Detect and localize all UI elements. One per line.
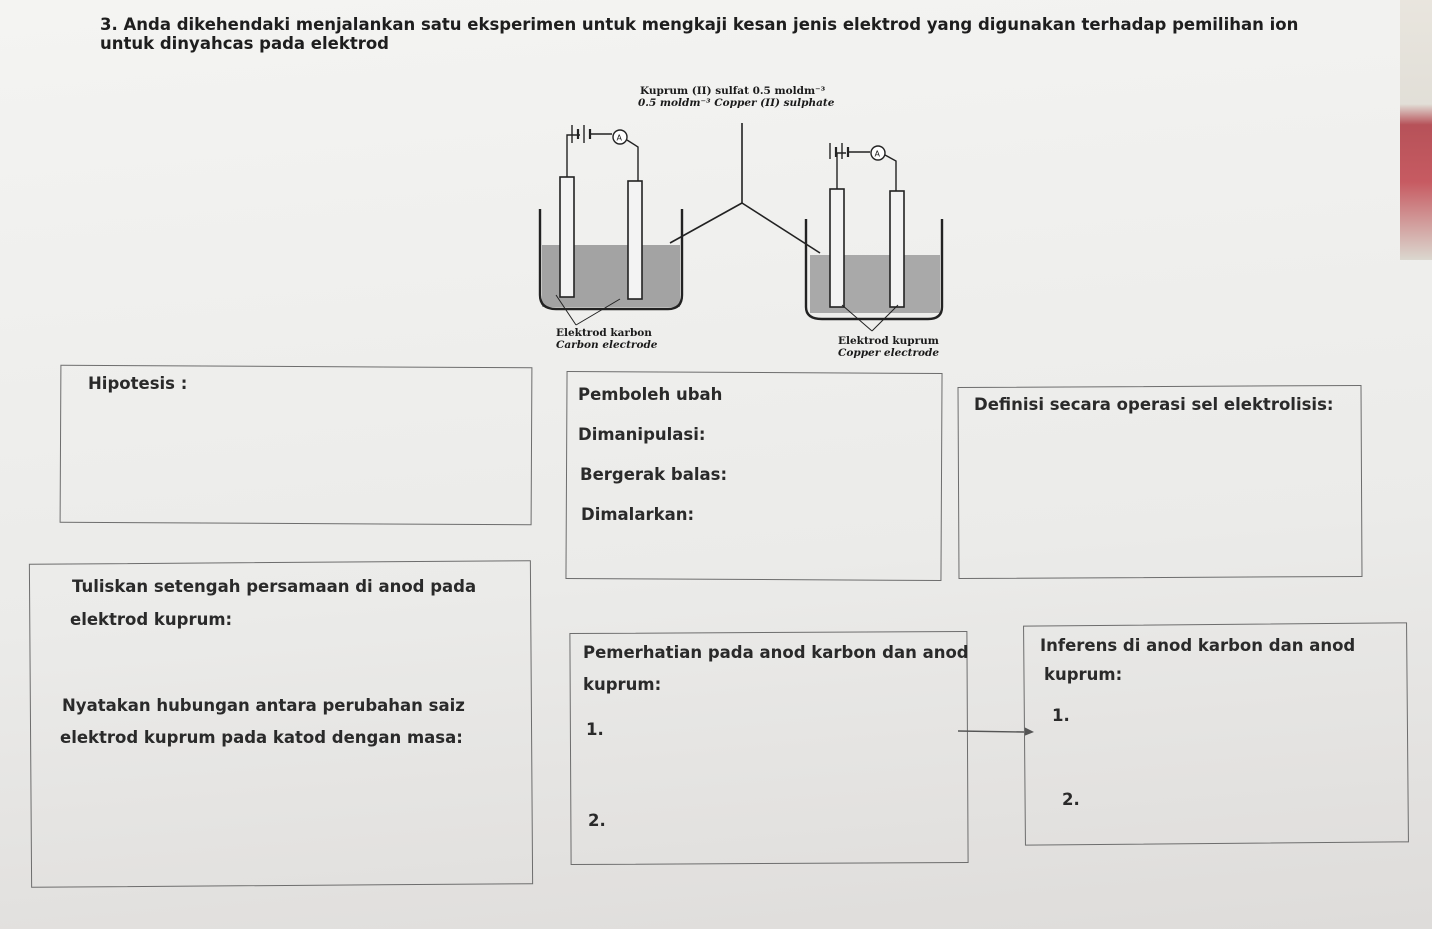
manipulated-variable-label[interactable]: Dimanipulasi: bbox=[578, 425, 706, 444]
observation-box[interactable] bbox=[569, 631, 968, 865]
inference-item-1: 1. bbox=[1052, 706, 1070, 725]
carbon-electrode-label-en: Carbon electrode bbox=[556, 339, 658, 351]
observation-item-1: 1. bbox=[586, 720, 604, 739]
inference-label-1: Inferens di anod karbon dan anod bbox=[1040, 636, 1356, 655]
copper-electrode-label-ms: Elektrod kuprum bbox=[838, 335, 939, 347]
background-fabric bbox=[1400, 0, 1432, 260]
copper-electrode-label-en: Copper electrode bbox=[838, 347, 940, 359]
question-heading bbox=[100, 15, 1298, 53]
relationship-label-2: elektrod kuprum pada katod dengan masa: bbox=[60, 728, 463, 747]
svg-text:A: A bbox=[616, 133, 622, 143]
responding-variable-label[interactable]: Bergerak balas: bbox=[580, 465, 728, 484]
operational-definition-label: Definisi secara operasi sel elektrolisis: bbox=[974, 395, 1334, 414]
carbon-electrode-label-ms: Elektrod karbon bbox=[556, 327, 652, 339]
question-line-2: untuk dinyahcas pada elektrod bbox=[100, 34, 389, 53]
hypothesis-label: Hipotesis : bbox=[88, 374, 188, 393]
operational-definition-box[interactable] bbox=[958, 385, 1363, 579]
svg-text:A: A bbox=[874, 149, 880, 159]
half-equation-label-2: elektrod kuprum: bbox=[70, 610, 233, 629]
observation-item-2: 2. bbox=[588, 811, 606, 830]
solution-label-en: 0.5 moldm⁻³ Copper (II) sulphate bbox=[638, 97, 835, 109]
question-line-1: 3. Anda dikehendaki menjalankan satu eksperimen untuk mengkaji kesan jenis elektrod yang digunakan terhadap pemilihan ion bbox=[100, 15, 1299, 34]
inference-box[interactable] bbox=[1023, 622, 1409, 845]
half-equation-label-1: Tuliskan setengah persamaan di anod pada bbox=[72, 577, 477, 596]
relationship-label-1: Nyatakan hubungan antara perubahan saiz bbox=[62, 696, 465, 715]
apparatus-drawing bbox=[520, 85, 980, 365]
observation-label-1: Pemerhatian pada anod karbon dan anod bbox=[583, 643, 969, 662]
fixed-variable-label[interactable]: Dimalarkan: bbox=[581, 505, 695, 524]
inference-item-2: 2. bbox=[1062, 790, 1080, 809]
left-beaker bbox=[540, 125, 682, 325]
electrolysis-apparatus-diagram bbox=[520, 85, 980, 365]
right-beaker bbox=[806, 143, 942, 331]
solution-label-ms: Kuprum (II) sulfat 0.5 moldm⁻³ bbox=[640, 85, 826, 97]
inference-label-2: kuprum: bbox=[1044, 665, 1123, 684]
variables-label: Pemboleh ubah bbox=[578, 385, 723, 404]
observation-label-2: kuprum: bbox=[583, 675, 662, 694]
